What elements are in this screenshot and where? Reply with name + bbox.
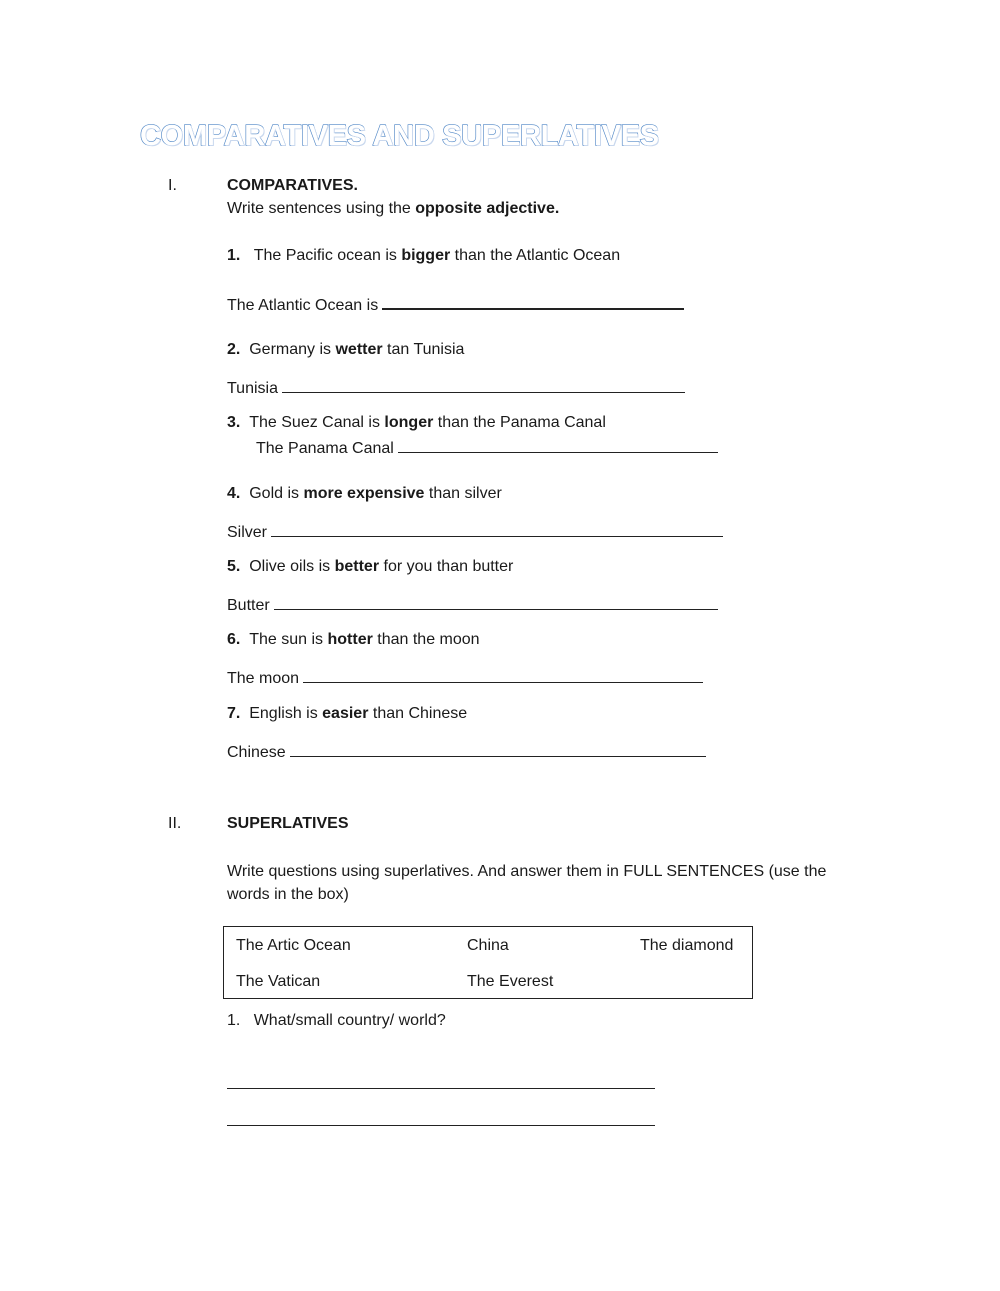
answer-line-3[interactable]: [256, 437, 718, 459]
answer-prompt: The Panama Canal: [256, 440, 394, 457]
item-text: for you than butter: [379, 558, 514, 575]
item-text: than the moon: [372, 631, 480, 648]
answer-prompt: Tunisia: [227, 380, 278, 397]
item-number: 3.: [227, 414, 241, 431]
answer-blank[interactable]: [282, 377, 685, 393]
exercise-item-4: [227, 484, 502, 504]
answer-blank[interactable]: [290, 741, 706, 757]
item-number: 2.: [227, 341, 241, 358]
instruction-text: Write sentences using the: [227, 200, 416, 217]
answer-line-question[interactable]: [227, 1088, 655, 1089]
item-text: Germany is: [249, 341, 336, 358]
word-box: [223, 926, 753, 999]
word-box-item: The Vatican: [236, 973, 321, 990]
word-box-item: China: [467, 937, 509, 954]
item-number: 6.: [227, 631, 241, 648]
item-number: 4.: [227, 485, 241, 502]
answer-line-2[interactable]: [227, 377, 685, 399]
item-adjective: easier: [322, 705, 369, 722]
exercise-item-5: [227, 557, 513, 577]
section1-instruction: [227, 199, 559, 219]
item-number: 1.: [227, 247, 241, 264]
word-box-item: The Artic Ocean: [236, 937, 351, 954]
question-number: 1.: [227, 1012, 241, 1029]
section2-instruction-line1: Write questions using superlatives. And answer them in FULL SENTENCES (use the: [227, 863, 827, 880]
word-box-item: The Everest: [467, 973, 554, 990]
item-text: The Suez Canal is: [249, 414, 385, 431]
answer-prompt: Butter: [227, 597, 270, 614]
item-text: than Chinese: [368, 705, 468, 722]
section-numeral-1: I.: [168, 177, 177, 194]
item-adjective: more expensive: [303, 485, 425, 502]
answer-blank[interactable]: [398, 437, 718, 453]
answer-line-6[interactable]: [227, 667, 703, 689]
item-number: 7.: [227, 705, 241, 722]
section2-instruction-line2: words in the box): [227, 886, 349, 903]
item-adjective: bigger: [401, 247, 451, 264]
exercise-item-1: [227, 246, 620, 266]
instruction-bold: opposite adjective.: [415, 200, 560, 217]
exercise-item-2: [227, 340, 464, 360]
page-title: COMPARATIVES AND SUPERLATIVES: [140, 120, 659, 152]
item-text: than the Panama Canal: [433, 414, 606, 431]
answer-blank[interactable]: [271, 521, 723, 537]
item-text: Olive oils is: [249, 558, 335, 575]
item-text: The sun is: [249, 631, 328, 648]
superlative-question-1: [227, 1011, 446, 1031]
answer-line-7[interactable]: [227, 741, 706, 763]
item-text: English is: [249, 705, 323, 722]
answer-blank[interactable]: [303, 667, 703, 683]
exercise-item-6: [227, 630, 480, 650]
item-text: tan Tunisia: [382, 341, 465, 358]
answer-prompt: The Atlantic Ocean is: [227, 297, 379, 314]
item-text: The Pacific ocean is: [253, 247, 402, 264]
answer-line-sentence[interactable]: [227, 1125, 655, 1126]
item-number: 5.: [227, 558, 241, 575]
section-numeral-2: II.: [168, 815, 182, 832]
item-text: Gold is: [249, 485, 304, 502]
exercise-item-3: [227, 413, 606, 433]
word-box-item: The diamond: [640, 937, 734, 954]
answer-blank[interactable]: [274, 594, 718, 610]
section-heading-comparatives: COMPARATIVES.: [227, 177, 358, 194]
answer-line-4[interactable]: [227, 521, 723, 543]
question-text: What/small country/ world?: [253, 1012, 446, 1029]
answer-line-1[interactable]: [227, 293, 684, 316]
section-heading-superlatives: SUPERLATIVES: [227, 815, 349, 832]
answer-prompt: The moon: [227, 670, 300, 687]
item-adjective: longer: [384, 414, 434, 431]
item-adjective: better: [334, 558, 380, 575]
item-adjective: wetter: [335, 341, 383, 358]
answer-line-5[interactable]: [227, 594, 718, 616]
item-adjective: hotter: [327, 631, 373, 648]
exercise-item-7: [227, 704, 467, 724]
answer-blank[interactable]: [382, 293, 684, 310]
answer-prompt: Chinese: [227, 744, 286, 761]
item-text: than silver: [424, 485, 502, 502]
answer-prompt: Silver: [227, 524, 268, 541]
item-text: than the Atlantic Ocean: [450, 247, 621, 264]
